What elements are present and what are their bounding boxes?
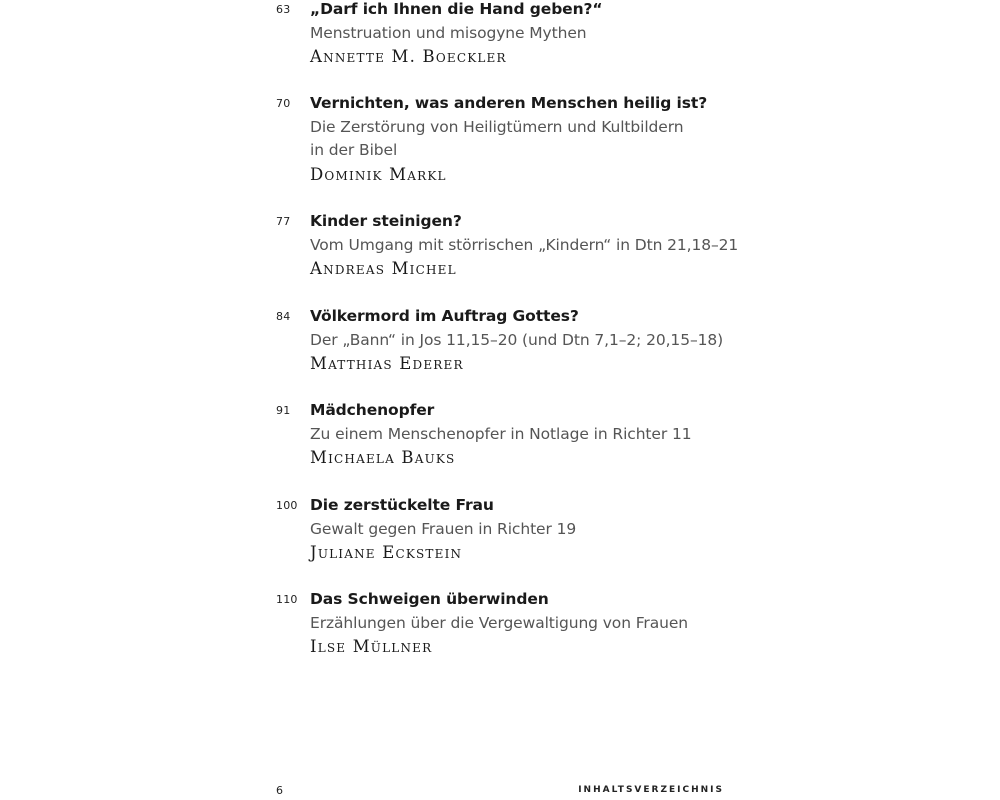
- toc-entry-subtitle: Menstruation und misogyne Mythen: [310, 23, 587, 42]
- toc-entry-subtitle: Vom Umgang mit störrischen „Kindern“ in Dtn 21,18–21: [310, 235, 739, 254]
- toc-entry-page-number: 91: [276, 404, 291, 417]
- toc-entry-subtitle: Die Zerstörung von Heiligtümern und Kultbildern: [310, 117, 684, 136]
- toc-entry-subtitle: Erzählungen über die Vergewaltigung von Frauen: [310, 613, 688, 632]
- toc-entry: [276, 305, 770, 376]
- toc-entry-author: Juliane Eckstein: [310, 543, 463, 563]
- toc-entry: [276, 588, 770, 659]
- toc-entry-subtitle: Zu einem Menschenopfer in Notlage in Richter 11: [310, 424, 692, 443]
- toc-entry-author: Dominik Markl: [310, 165, 447, 185]
- toc-entry-page-number: 70: [276, 97, 291, 110]
- toc-entry-title: Mädchenopfer: [310, 401, 435, 419]
- toc-entry-author: Ilse Müllner: [310, 637, 433, 657]
- toc-entry-title: Völkermord im Auftrag Gottes?: [310, 307, 579, 325]
- toc-entry-title: „Darf ich Ihnen die Hand geben?“: [310, 0, 603, 18]
- toc-entry: [276, 494, 770, 565]
- footer-page-number: 6: [276, 784, 283, 797]
- toc-entry-page-number: 63: [276, 3, 291, 16]
- toc-entry-title: Kinder steinigen?: [310, 212, 462, 230]
- toc-entry-author: Matthias Ederer: [310, 354, 464, 374]
- toc-entry: [276, 210, 770, 281]
- toc-entry: [276, 0, 770, 69]
- toc-entry-title: Die zerstückelte Frau: [310, 496, 494, 514]
- toc-entry-author: Annette M. Boeckler: [310, 47, 507, 67]
- toc-entry: [276, 92, 770, 187]
- toc-entry-page-number: 110: [276, 593, 298, 606]
- toc-entry-title: Vernichten, was anderen Menschen heilig ist?: [310, 94, 708, 112]
- toc-entry-subtitle-continued: in der Bibel: [310, 141, 398, 160]
- toc-entry-title: Das Schweigen überwinden: [310, 590, 549, 608]
- footer-running-head: INHALTSVERZEICHNIS: [578, 785, 724, 795]
- toc-entry-page-number: 100: [276, 499, 298, 512]
- toc-entry-page-number: 77: [276, 215, 291, 228]
- toc-entry-page-number: 84: [276, 310, 291, 323]
- toc-entry-author: Michaela Bauks: [310, 448, 456, 468]
- toc-entry: [276, 399, 770, 470]
- toc-entry-subtitle: Gewalt gegen Frauen in Richter 19: [310, 519, 577, 538]
- toc-entry-author: Andreas Michel: [310, 259, 457, 279]
- toc-entry-subtitle: Der „Bann“ in Jos 11,15–20 (und Dtn 7,1–2; 20,15–18): [310, 330, 724, 349]
